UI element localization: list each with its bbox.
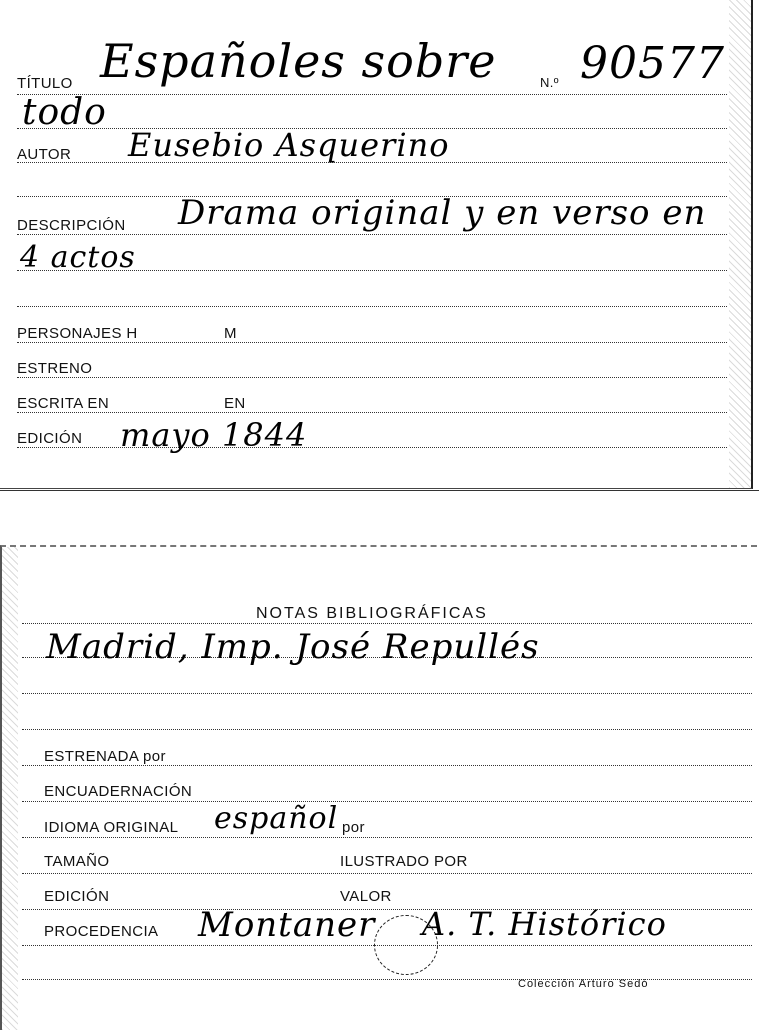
descripcion-continuation-handwritten: 4 actos xyxy=(20,240,136,275)
ilustrado-por-label: ILUSTRADO POR xyxy=(340,853,468,870)
en-label: EN xyxy=(224,395,246,412)
titulo-label: TÍTULO xyxy=(17,75,73,92)
titulo-handwritten: Españoles sobre xyxy=(100,34,497,88)
personajes-h-label: PERSONAJES H xyxy=(17,325,138,342)
personajes-m-label: M xyxy=(224,325,237,342)
encuadernacion-label: ENCUADERNACIÓN xyxy=(44,783,193,800)
scan-edge-noise xyxy=(2,547,18,1030)
descripcion-label: DESCRIPCIÓN xyxy=(17,217,126,234)
rule-line xyxy=(22,729,752,730)
rule-line xyxy=(22,693,752,694)
idioma-original-label: IDIOMA ORIGINAL xyxy=(44,819,179,836)
estrenada-label xyxy=(44,748,166,765)
rule-line xyxy=(17,377,727,378)
descripcion-handwritten: Drama original y en verso en xyxy=(178,193,707,233)
procedencia-handwritten: Montaner xyxy=(198,905,376,945)
edicion-handwritten: mayo 1844 xyxy=(120,416,308,454)
edicion-label: EDICIÓN xyxy=(17,430,83,447)
procedencia-archive-handwritten: A. T. Histórico xyxy=(422,905,667,943)
tamano-label: TAMAÑO xyxy=(44,853,110,870)
rule-line xyxy=(17,94,727,95)
estrenada-label-text: ESTRENADA por xyxy=(44,748,166,765)
rule-line xyxy=(22,801,752,802)
titulo-continuation-handwritten: todo xyxy=(22,92,107,133)
estreno-label: ESTRENO xyxy=(17,360,93,377)
numero-handwritten: 90577 xyxy=(580,38,725,89)
rule-line xyxy=(17,306,727,307)
notas-bibliograficas-heading: NOTAS BIBLIOGRÁFICAS xyxy=(256,605,488,622)
rule-line xyxy=(22,873,752,874)
procedencia-label: PROCEDENCIA xyxy=(44,923,159,940)
scan-edge-noise xyxy=(729,0,751,488)
card-separator xyxy=(0,490,759,491)
catalog-card-front xyxy=(0,0,753,489)
autor-handwritten: Eusebio Asquerino xyxy=(128,126,450,164)
rule-line xyxy=(22,837,752,838)
valor-label: VALOR xyxy=(340,888,392,905)
autor-label: AUTOR xyxy=(17,146,72,163)
edicion-label: EDICIÓN xyxy=(44,888,110,905)
rule-line xyxy=(22,623,752,624)
numero-label: N.º xyxy=(540,75,559,90)
rule-line xyxy=(17,412,727,413)
rule-line xyxy=(22,765,752,766)
idioma-handwritten: español xyxy=(214,801,339,836)
escrita-en-label: ESCRITA EN xyxy=(17,395,110,412)
rule-line xyxy=(17,342,727,343)
idioma-por-label: por xyxy=(342,819,365,836)
rule-line xyxy=(17,234,727,235)
notas-handwritten: Madrid, Imp. José Repullés xyxy=(46,627,540,667)
catalog-card-back xyxy=(0,545,757,1030)
coleccion-imprint: Colección Arturo Sedó xyxy=(518,978,649,990)
